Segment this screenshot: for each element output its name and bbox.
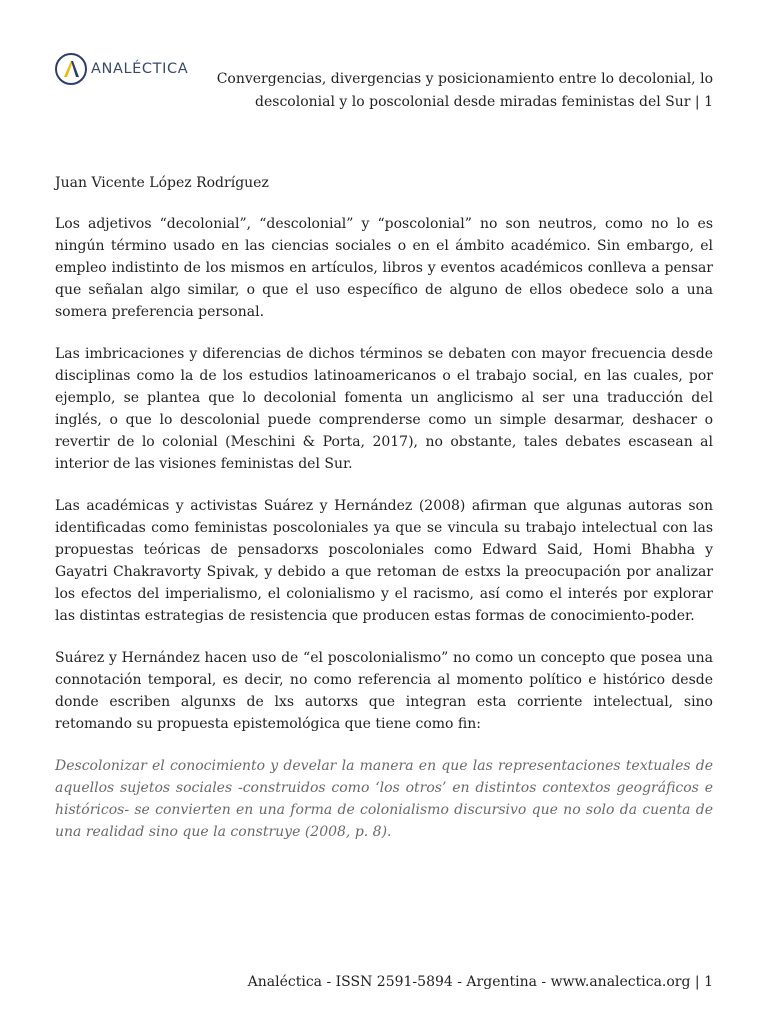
paragraph-3: Las académicas y activistas Suárez y Hernández (2008) afirman que algunas autoras son identificadas como feministas poscoloniales ya que se vincula su trabajo intelectual con las propuestas teóricas de pensadorxs poscoloniales como Edward Said, Homi Bhabha y Gayatri Chakravorty Spivak, y debido a que retoman de estxs la preocupación por analizar los efectos del imperialismo, el colonialismo y el racismo, así como el interés por explorar las distintas estrategias de resistencia que producen estas formas de conocimiento-poder.: [55, 498, 713, 624]
block-quote: Descolonizar el conocimiento y develar la manera en que las representaciones textuales de aquellos sujetos sociales -construidos como ‘los otros’ en distintos contextos geográficos e históricos- se convierten en una forma de colonialismo discursivo que no solo da cuenta de una realidad sino que la construye (2008, p. 8).: [55, 758, 713, 840]
paragraph-2: Las imbricaciones y diferencias de dichos términos se debaten con mayor frecuencia desde disciplinas como la de los estudios latinoamericanos o el trabajo social, en las cuales, por ejemplo, se plantea que lo decolonial fomenta un anglicismo al ser una traducción del inglés, o que lo descolonial puede comprenderse como un simple desarmar, deshacer o revertir de lo colonial (Meschini & Porta, 2017), no obstante, tales debates escasean al interior de las visiones feministas del Sur.: [55, 346, 713, 472]
page-footer: Analéctica - ISSN 2591-5894 - Argentina - www.analectica.org | 1: [247, 974, 713, 990]
paragraph-1: Los adjetivos “decolonial”, “descolonial” y “poscolonial” no son neutros, como no lo es ningún término usado en las ciencias sociales o en el ámbito académico. Sin embargo, el empleo indistinto de los mismos en artículos, libros y eventos académicos conlleva a pensar que señalan algo similar, o que el uso específico de alguno de ellos obedece solo a una somera preferencia personal.: [55, 216, 713, 320]
running-header-title: Convergencias, divergencias y posicionamiento entre lo decolonial, lo descolonial y lo poscolonial desde miradas feministas del Sur | 1: [216, 71, 713, 110]
logo-text: ANALÉCTICA: [91, 61, 189, 77]
paragraph-4: Suárez y Hernández hacen uso de “el poscolonialismo” no como un concepto que posea una connotación temporal, es decir, no como referencia al momento político e histórico desde donde escriben algunxs de lxs autorxs que integran esta corriente intelectual, sino retomando su propuesta epistemológica que tiene como fin:: [55, 650, 713, 732]
author-name: Juan Vicente López Rodríguez: [55, 175, 269, 191]
logo-mark-icon: [55, 53, 87, 85]
logo: [55, 50, 188, 88]
article-body: [55, 172, 713, 843]
